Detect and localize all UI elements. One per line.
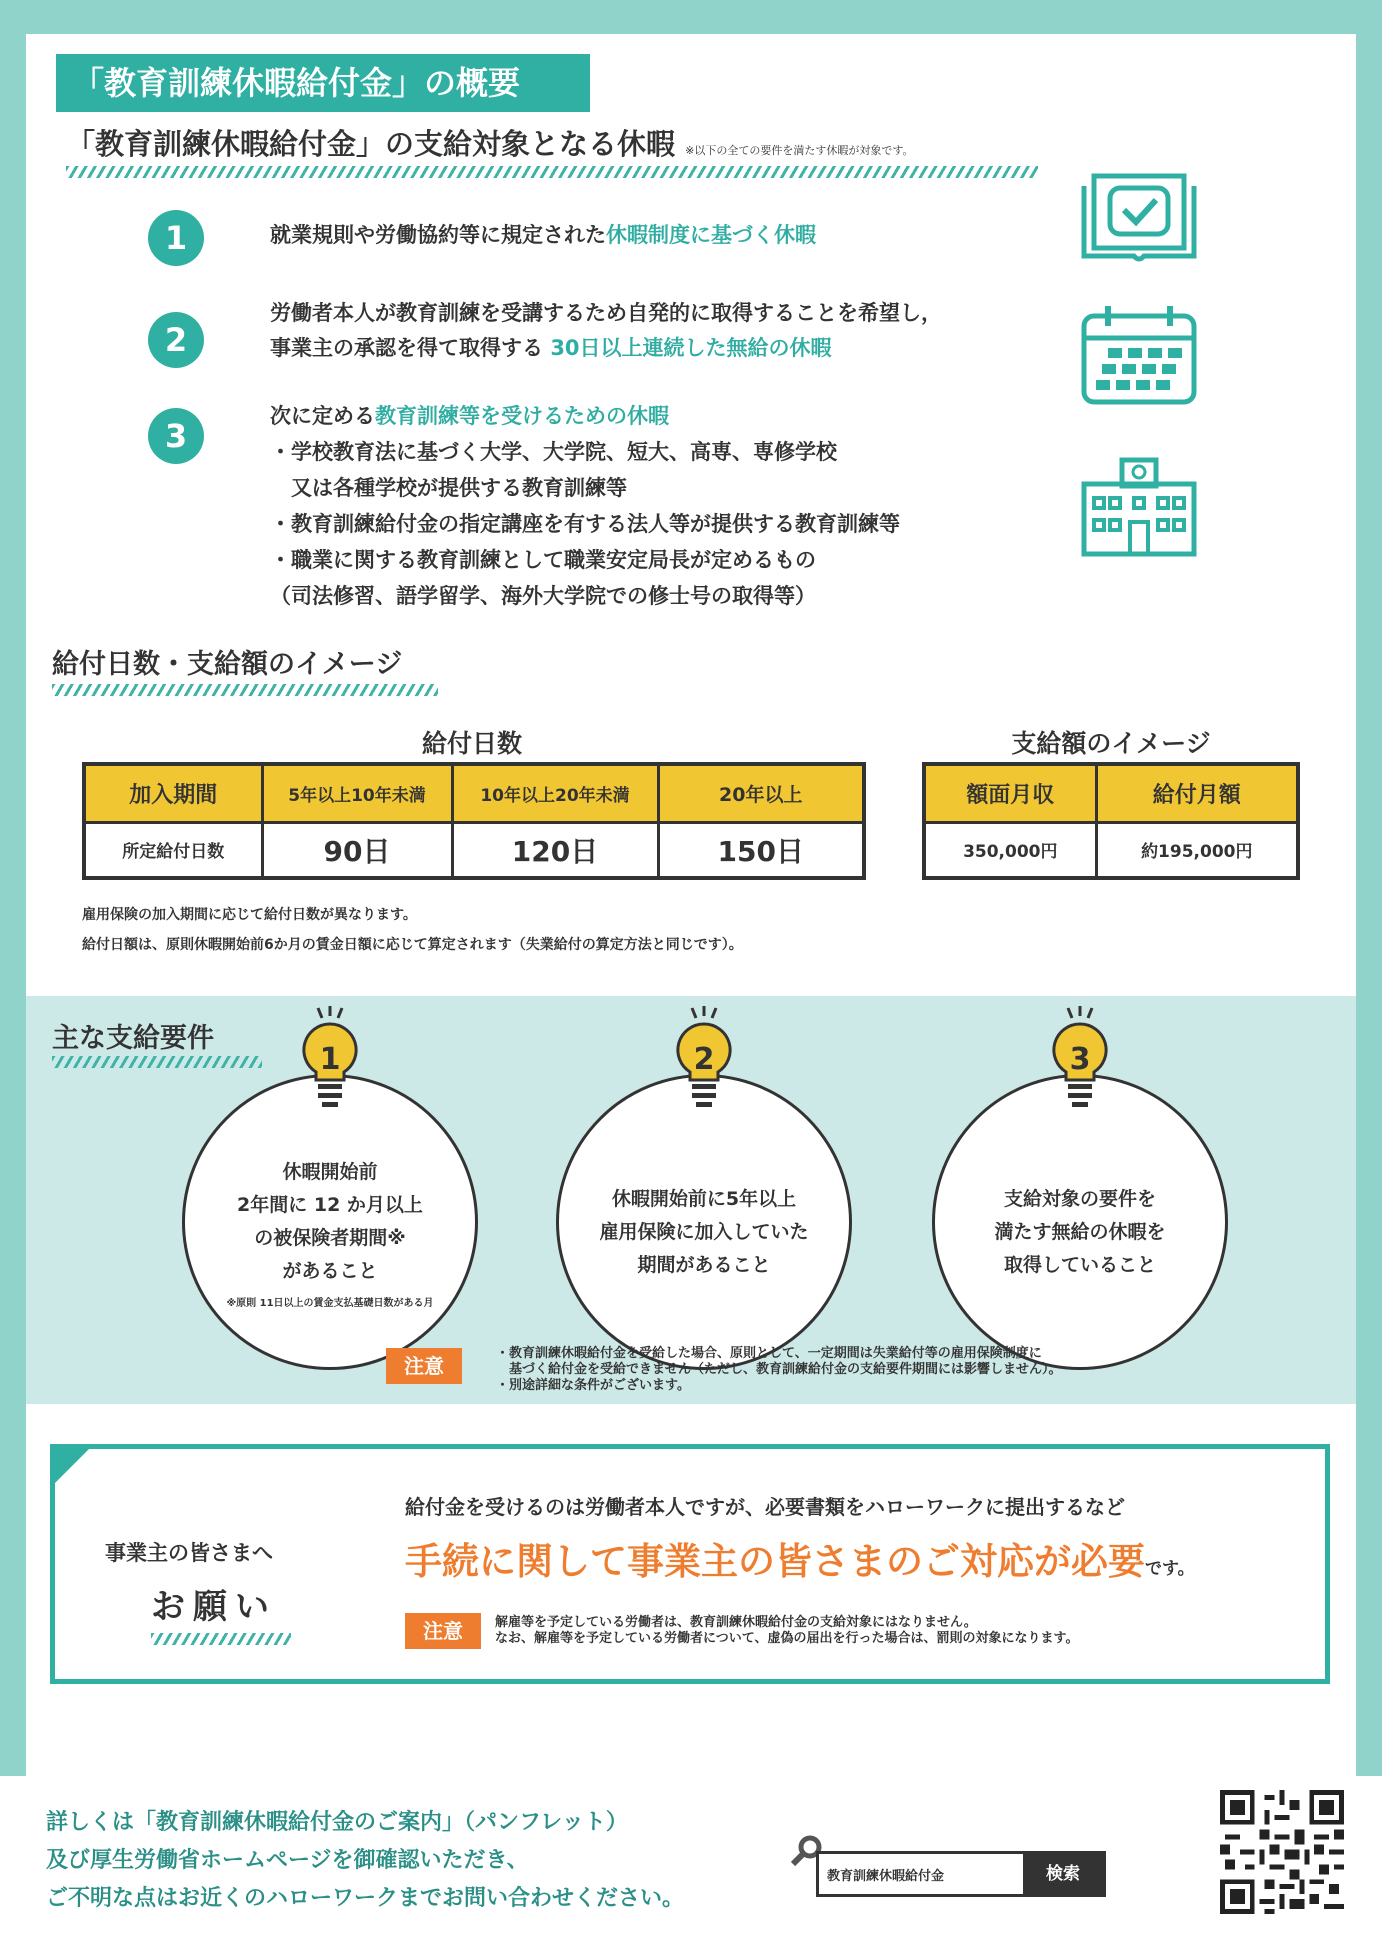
- request-heading: 事業主の皆さまへ: [105, 1541, 273, 1565]
- section1-note: ※以下の全ての要件を満たす休暇が対象です。: [685, 144, 914, 157]
- item-1-number: 1: [148, 210, 204, 266]
- book-check-icon: [1080, 172, 1198, 264]
- footer-text: 詳しくは「教育訓練休暇給付金のご案内」（パンフレット） 及び厚生労働省ホームページを御確認いただき、 ご不明な点はお近くのハローワークまでお問い合わせください。: [46, 1810, 685, 1911]
- requirement-3-number: 3: [1069, 1042, 1091, 1077]
- amount-table-caption: 支給額のイメージ: [1011, 729, 1211, 758]
- search-input[interactable]: [827, 1854, 1027, 1894]
- document-sheet: [26, 34, 1356, 1776]
- request-line: 給付金を受けるのは労働者本人ですが、必要書類をハローワークに提出するなど: [405, 1495, 1125, 1519]
- hatch-divider: [52, 684, 438, 696]
- corner-accent: [50, 1444, 94, 1488]
- request-title: お願い: [151, 1587, 277, 1627]
- days-table: [82, 762, 866, 880]
- requirements-band: [26, 996, 1356, 1404]
- amount-table: [922, 762, 1300, 880]
- calendar-icon: [1080, 302, 1198, 406]
- days-table-cell: 150日: [658, 822, 864, 878]
- section3-heading: 主な支給要件: [52, 1023, 214, 1054]
- amount-table-cell: 350,000円: [924, 822, 1096, 878]
- hatch-divider: [66, 166, 1038, 178]
- item-2-text: 労働者本人が教育訓練を受講するため自発的に取得することを希望し， 事業主の承認を得て取得する 30日以上連続した無給の休暇: [270, 301, 942, 360]
- requirement-2-circle: 休暇開始前に5年以上 雇用保険に加入していた 期間があること: [556, 1074, 852, 1370]
- request-emphasis: 手続に関して事業主の皆さまのご対応が必要です。: [405, 1540, 1195, 1583]
- item-3-bullet: ・教育訓練給付金の指定講座を有する法人等が提供する教育訓練等: [270, 512, 900, 536]
- item-2-number: 2: [148, 312, 204, 368]
- search-box: [816, 1851, 1106, 1897]
- days-table-cell: 90日: [262, 822, 452, 878]
- request-caution-text: 解雇等を予定している労働者は、教育訓練休暇給付金の支給対象にはなりません。 なお、解雇等を予定している労働者について、虚偽の届出を行った場合は、罰則の対象になります。: [495, 1615, 1079, 1646]
- caution-badge: 注意: [405, 1613, 481, 1649]
- amount-table-header: 額面月収: [924, 764, 1096, 822]
- caution-badge: 注意: [386, 1348, 462, 1384]
- item-1-text: 就業規則や労働協約等に規定された休暇制度に基づく休暇: [270, 223, 816, 247]
- requirement-1-footnote: ※原則 11日以上の賃金支払基礎日数がある月: [226, 1297, 434, 1309]
- item-3-bullet: （司法修習、語学留学、海外大学院での修士号の取得等）: [270, 584, 816, 608]
- qr-code-icon[interactable]: [1220, 1790, 1344, 1914]
- requirement-2-number: 2: [693, 1042, 715, 1077]
- search-button[interactable]: 検索: [1023, 1854, 1103, 1894]
- section1-heading: 「教育訓練休暇給付金」の支給対象となる休暇 ※以下の全ての要件を満たす休暇が対象です。: [66, 127, 914, 161]
- hatch-divider: [151, 1633, 291, 1645]
- requirement-3-circle: 支給対象の要件を 満たす無給の休暇を 取得していること: [932, 1074, 1228, 1370]
- page-title: 「教育訓練休暇給付金」の概要: [56, 54, 590, 112]
- section2-heading: 給付日数・支給額のイメージ: [52, 649, 403, 680]
- days-table-header: 加入期間: [84, 764, 262, 822]
- amount-table-header: 給付月額: [1096, 764, 1298, 822]
- days-table-header: 5年以上10年未満: [262, 764, 452, 822]
- days-table-header: 10年以上20年未満: [452, 764, 658, 822]
- employer-request-box: [50, 1444, 1330, 1684]
- item-3-text: 次に定める教育訓練等を受けるための休暇 ・学校教育法に基づく大学、大学院、短大、高専、専修学校 又は各種学校が提供する教育訓練等 ・教育訓練給付金の指定講座を有する法人等が提供する教育訓練等 ・職業に関する教育訓練として職業安定局長が定めるもの （司法修習、語学留学、海外大学院での修士号の取得等）: [270, 398, 900, 614]
- days-table-header: 20年以上: [658, 764, 864, 822]
- item-3-bullet: 又は各種学校が提供する教育訓練等: [270, 476, 627, 500]
- item-3-number: 3: [148, 408, 204, 464]
- requirement-1-number: 1: [319, 1042, 341, 1077]
- days-table-row-label: 所定給付日数: [84, 822, 262, 878]
- requirement-1-circle: 休暇開始前 2年間に 12 か月以上 の被保険者期間※ があること ※原則 11日以上の賃金支払基礎日数がある月: [182, 1074, 478, 1370]
- hatch-divider: [52, 1056, 262, 1068]
- days-table-caption: 給付日数: [421, 729, 522, 758]
- amount-table-cell: 約195,000円: [1096, 822, 1298, 878]
- item-3-bullet: ・学校教育法に基づく大学、大学院、短大、高専、専修学校: [270, 440, 837, 464]
- school-building-icon: [1080, 454, 1198, 558]
- days-table-cell: 120日: [452, 822, 658, 878]
- item-3-bullet: ・職業に関する教育訓練として職業安定局長が定めるもの: [270, 548, 816, 572]
- footer: [0, 1776, 1382, 1955]
- caution-text: ・教育訓練休暇給付金を受給した場合、原則として、一定期間は失業給付等の雇用保険制度に 基づく給付金を受給できません（ただし、教育訓練給付金の支給要件期間には影響しません）。 ・別途詳細な条件がございます。: [496, 1346, 1062, 1393]
- section2-notes: 雇用保険の加入期間に応じて給付日数が異なります。 給付日額は、原則休暇開始前6か月の賃金日額に応じて算定されます（失業給付の算定方法と同じです）。: [82, 907, 743, 953]
